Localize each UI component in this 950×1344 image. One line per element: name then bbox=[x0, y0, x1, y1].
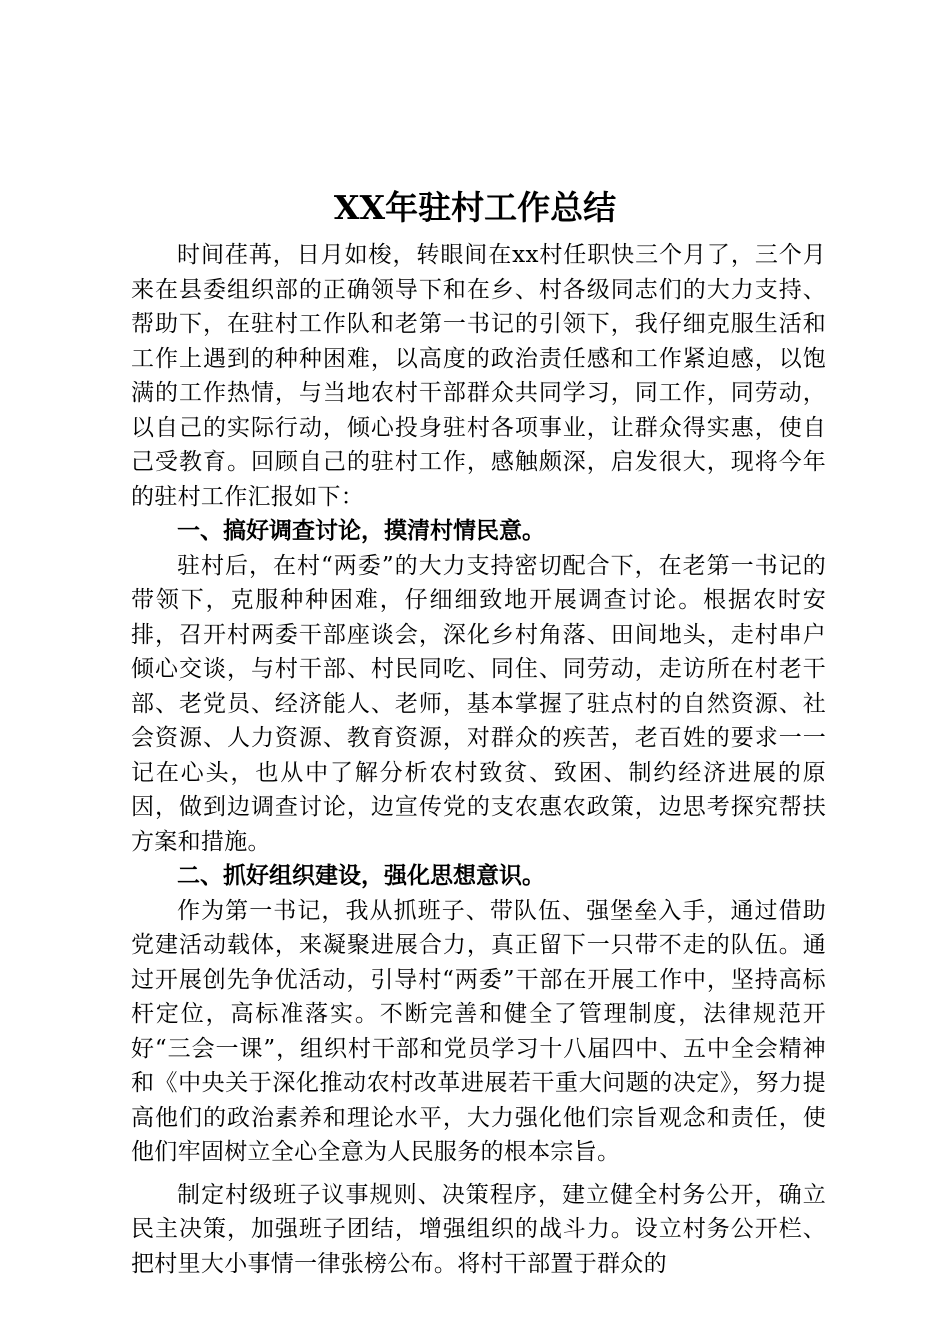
section-1-paragraph: 驻村后，在村“两委”的大力支持密切配合下，在老第一书记的带领下，克服种种困难，仔细细致地开展调查讨论。根据农时安排，召开村两委干部座谈会，深化乡村角落、田间地头，走村串户倾心交谈，与村干部、村民同吃、同住、同劳动，走访所在村老干部、老党员、经济能人、老师，基本掌握了驻点村的自然资源、社会资源、人力资源、教育资源，对群众的疾苦，老百姓的要求一一记在心头，也从中了解分析农村致贫、致困、制约经济进展的原因，做到边调查讨论，边宣传党的支农惠农政策，边思考探究帮扶方案和措施。 bbox=[131, 552, 826, 855]
section-1-heading: 一、搞好调查讨论，摸清村情民意。 bbox=[177, 517, 545, 544]
section-2-heading: 二、抓好组织建设，强化思想意识。 bbox=[177, 862, 545, 889]
section-2-paragraph-2: 制定村级班子议事规则、决策程序，建立健全村务公开，确立民主决策，加强班子团结，增强组织的战斗力。设立村务公开栏、把村里大小事情一律张榜公布。将村干部置于群众的 bbox=[131, 1181, 826, 1277]
section-2-paragraph-1: 作为第一书记，我从抓班子、带队伍、强堡垒入手，通过借助党建活动载体，来凝聚进展合力，真正留下一只带不走的队伍。通过开展创先争优活动，引导村“两委”干部在开展工作中，坚持高标杆定位，高标准落实。不断完善和健全了管理制度，法律规范开好“三会一课”，组织村干部和党员学习十八届四中、五中全会精神和《中央关于深化推动农村改革进展若干重大问题的决定》，努力提高他们的政治素养和理论水平，大力强化他们宗旨观念和责任，使他们牢固树立全心全意为人民服务的根本宗旨。 bbox=[131, 897, 826, 1165]
intro-paragraph: 时间荏苒，日月如梭，转眼间在xx村任职快三个月了，三个月来在县委组织部的正确领导下和在乡、村各级同志们的大力支持、帮助下，在驻村工作队和老第一书记的引领下，我仔细克服生活和工作上遇到的种种困难，以高度的政治责任感和工作紧迫感，以饱满的工作热情，与当地农村干部群众共同学习，同工作，同劳动，以自己的实际行动，倾心投身驻村各项事业，让群众得实惠，使自己受教育。回顾自己的驻村工作，感触颇深，启发很大，现将今年的驻村工作汇报如下： bbox=[131, 242, 826, 510]
document-body bbox=[131, 238, 826, 1281]
document-title: XX年驻村工作总结 bbox=[333, 188, 617, 227]
